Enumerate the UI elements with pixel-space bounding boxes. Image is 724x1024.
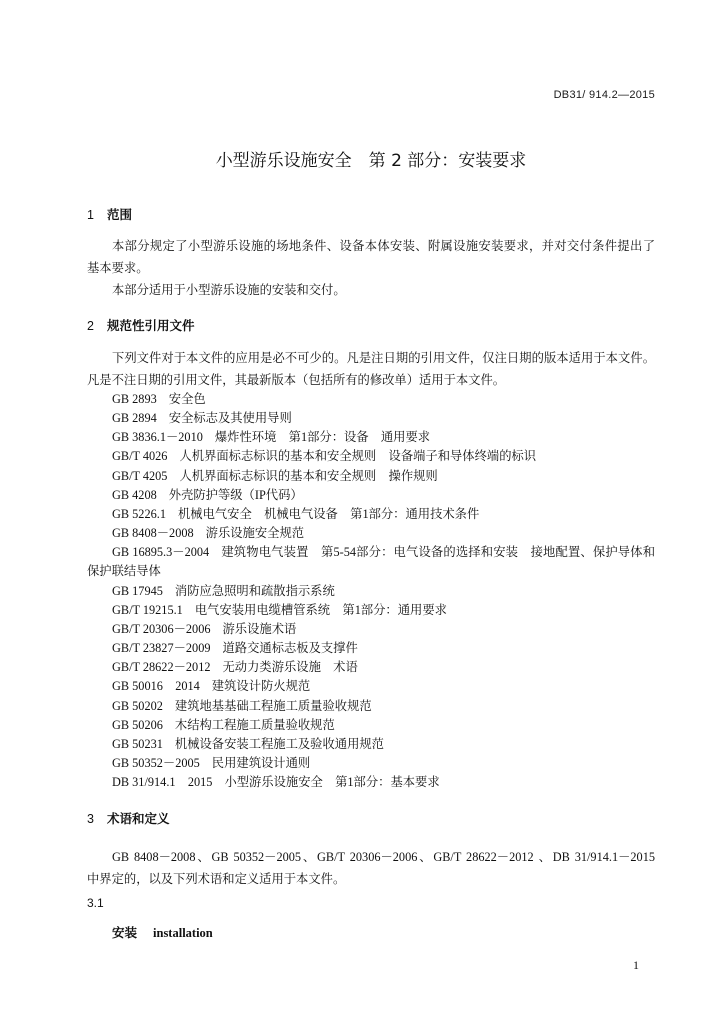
reference-code: GB/T 4205 [112,468,168,483]
reference-code: GB/T 19215.1 [112,602,183,617]
reference-name: 安全色 [168,392,206,406]
reference-item [87,543,655,562]
reference-name: 安全标志及其使用导则 [168,411,292,426]
reference-name: 人机界面标志标识的基本和安全规则 操作规则 [179,468,438,483]
reference-name: 游乐设施术语 [222,621,297,636]
reference-item [87,773,655,792]
reference-name: 外壳防护等级（IP代码） [168,487,303,502]
document-code-header: DB31/ 914.2—2015 [553,89,655,101]
section-number: 3 [87,812,94,826]
reference-code: GB/T 20306－2006 [112,621,211,636]
reference-name: 电气安装用电缆槽管系统 第1部分：通用要求 [194,602,447,617]
reference-name: 游乐设施安全规范 [205,526,305,541]
reference-code: GB 50352－2005 [112,755,200,770]
reference-code: GB 2893 [112,392,157,406]
section-1-heading [87,205,132,225]
reference-code: GB 4208 [112,487,157,502]
reference-name: 建筑设计防火规范 [211,679,311,694]
reference-item [87,658,655,677]
reference-code: GB 17945 [112,583,163,598]
reference-code: DB 31/914.1 2015 [112,775,213,790]
reference-code: GB/T 28622－2012 [112,660,211,675]
reference-name: 爆炸性环境 第1部分：设备 通用要求 [214,430,431,445]
reference-name: 机械电气安全 机械电气设备 第1部分：通用技术条件 [177,506,480,521]
paragraph-line: GB 8408－2008、GB 50352－2005、GB/T 20306－2006、GB/T 28622－2012 、DB 31/914.1－2015 [112,850,655,864]
reference-code: GB 50231 [112,736,163,751]
reference-item [87,467,655,486]
reference-item [87,486,655,505]
reference-name: 民用建筑设计通则 [211,755,311,770]
reference-item [87,409,655,428]
paragraph-line: 凡是不注日期的引用文件，其最新版本（包括所有的修改单）适用于本文件。 [87,373,506,387]
reference-item [87,524,655,543]
reference-name: 机械设备安装工程施工及验收通用规范 [174,736,384,751]
section-3-heading [87,809,170,829]
section-title: 规范性引用文件 [107,318,195,333]
reference-name: 小型游乐设施安全 第1部分：基本要求 [224,775,440,790]
section-title: 术语和定义 [107,811,170,826]
reference-code: GB 50202 [112,698,163,713]
term-english: installation [153,926,213,940]
term-entry [112,923,213,943]
reference-code: GB 3836.1－2010 [112,430,203,445]
paragraph-line: 本部分适用于小型游乐设施的安装和交付。 [112,283,346,297]
reference-name: 人机界面标志标识的基本和安全规则 设备端子和导体终端的标识 [179,449,537,464]
section-title: 范围 [107,207,133,222]
section-3-paragraph-1 [87,846,655,890]
reference-name-continuation: 保护联结导体 [87,564,161,579]
reference-item [87,505,655,524]
clause-number: 3.1 [87,896,104,910]
reference-name: 建筑地基基础工程施工质量验收规范 [174,698,372,713]
document-title: 小型游乐设施安全 第 2 部分：安装要求 [215,151,527,171]
reference-item [87,697,655,716]
reference-item [87,390,655,409]
reference-item [87,428,655,447]
page-number: 1 [633,958,639,972]
section-2-paragraph-1 [87,347,655,391]
paragraph-line: 基本要求。 [87,261,149,275]
reference-code: GB 2894 [112,411,157,426]
reference-item [87,677,655,696]
reference-item [87,735,655,754]
section-1-paragraph-2 [87,279,655,301]
reference-code: GB/T 4026 [112,449,168,464]
reference-item [87,639,655,658]
reference-code: GB 50206 [112,717,163,732]
reference-code: GB 5226.1 [112,506,166,521]
reference-name: 道路交通标志板及支撑件 [222,641,358,656]
section-2-heading [87,316,195,336]
paragraph-line: 中界定的，以及下列术语和定义适用于本文件。 [87,872,346,886]
reference-item [87,716,655,735]
term-chinese: 安装 [112,925,138,940]
reference-code: GB 50016 2014 [112,679,200,694]
reference-item [87,754,655,773]
reference-code: GB 8408－2008 [112,526,194,541]
reference-item [87,447,655,466]
paragraph-line: 下列文件对于本文件的应用是必不可少的。凡是注日期的引用文件，仅注日期的版本适用于本文件。 [112,351,655,365]
reference-name: 木结构工程施工质量验收规范 [174,717,335,732]
paragraph-line: 本部分规定了小型游乐设施的场地条件、设备本体安装、附属设施安装要求，并对交付条件提出了 [112,239,655,253]
reference-code: GB 16895.3－2004 [112,545,210,560]
reference-item [87,601,655,620]
reference-name: 消防应急照明和疏散指示系统 [174,583,335,598]
reference-item [87,582,655,601]
section-number: 2 [87,319,94,333]
reference-code: GB/T 23827－2009 [112,641,211,656]
section-number: 1 [87,208,94,222]
reference-name: 无动力类游乐设施 术语 [222,660,358,675]
section-1-paragraph-1 [87,235,655,279]
reference-item [87,620,655,639]
normative-references-list [87,390,655,792]
reference-name: 建筑物电气装置 第5-54部分：电气设备的选择和安装 接地配置、保护导体和 [221,545,656,560]
